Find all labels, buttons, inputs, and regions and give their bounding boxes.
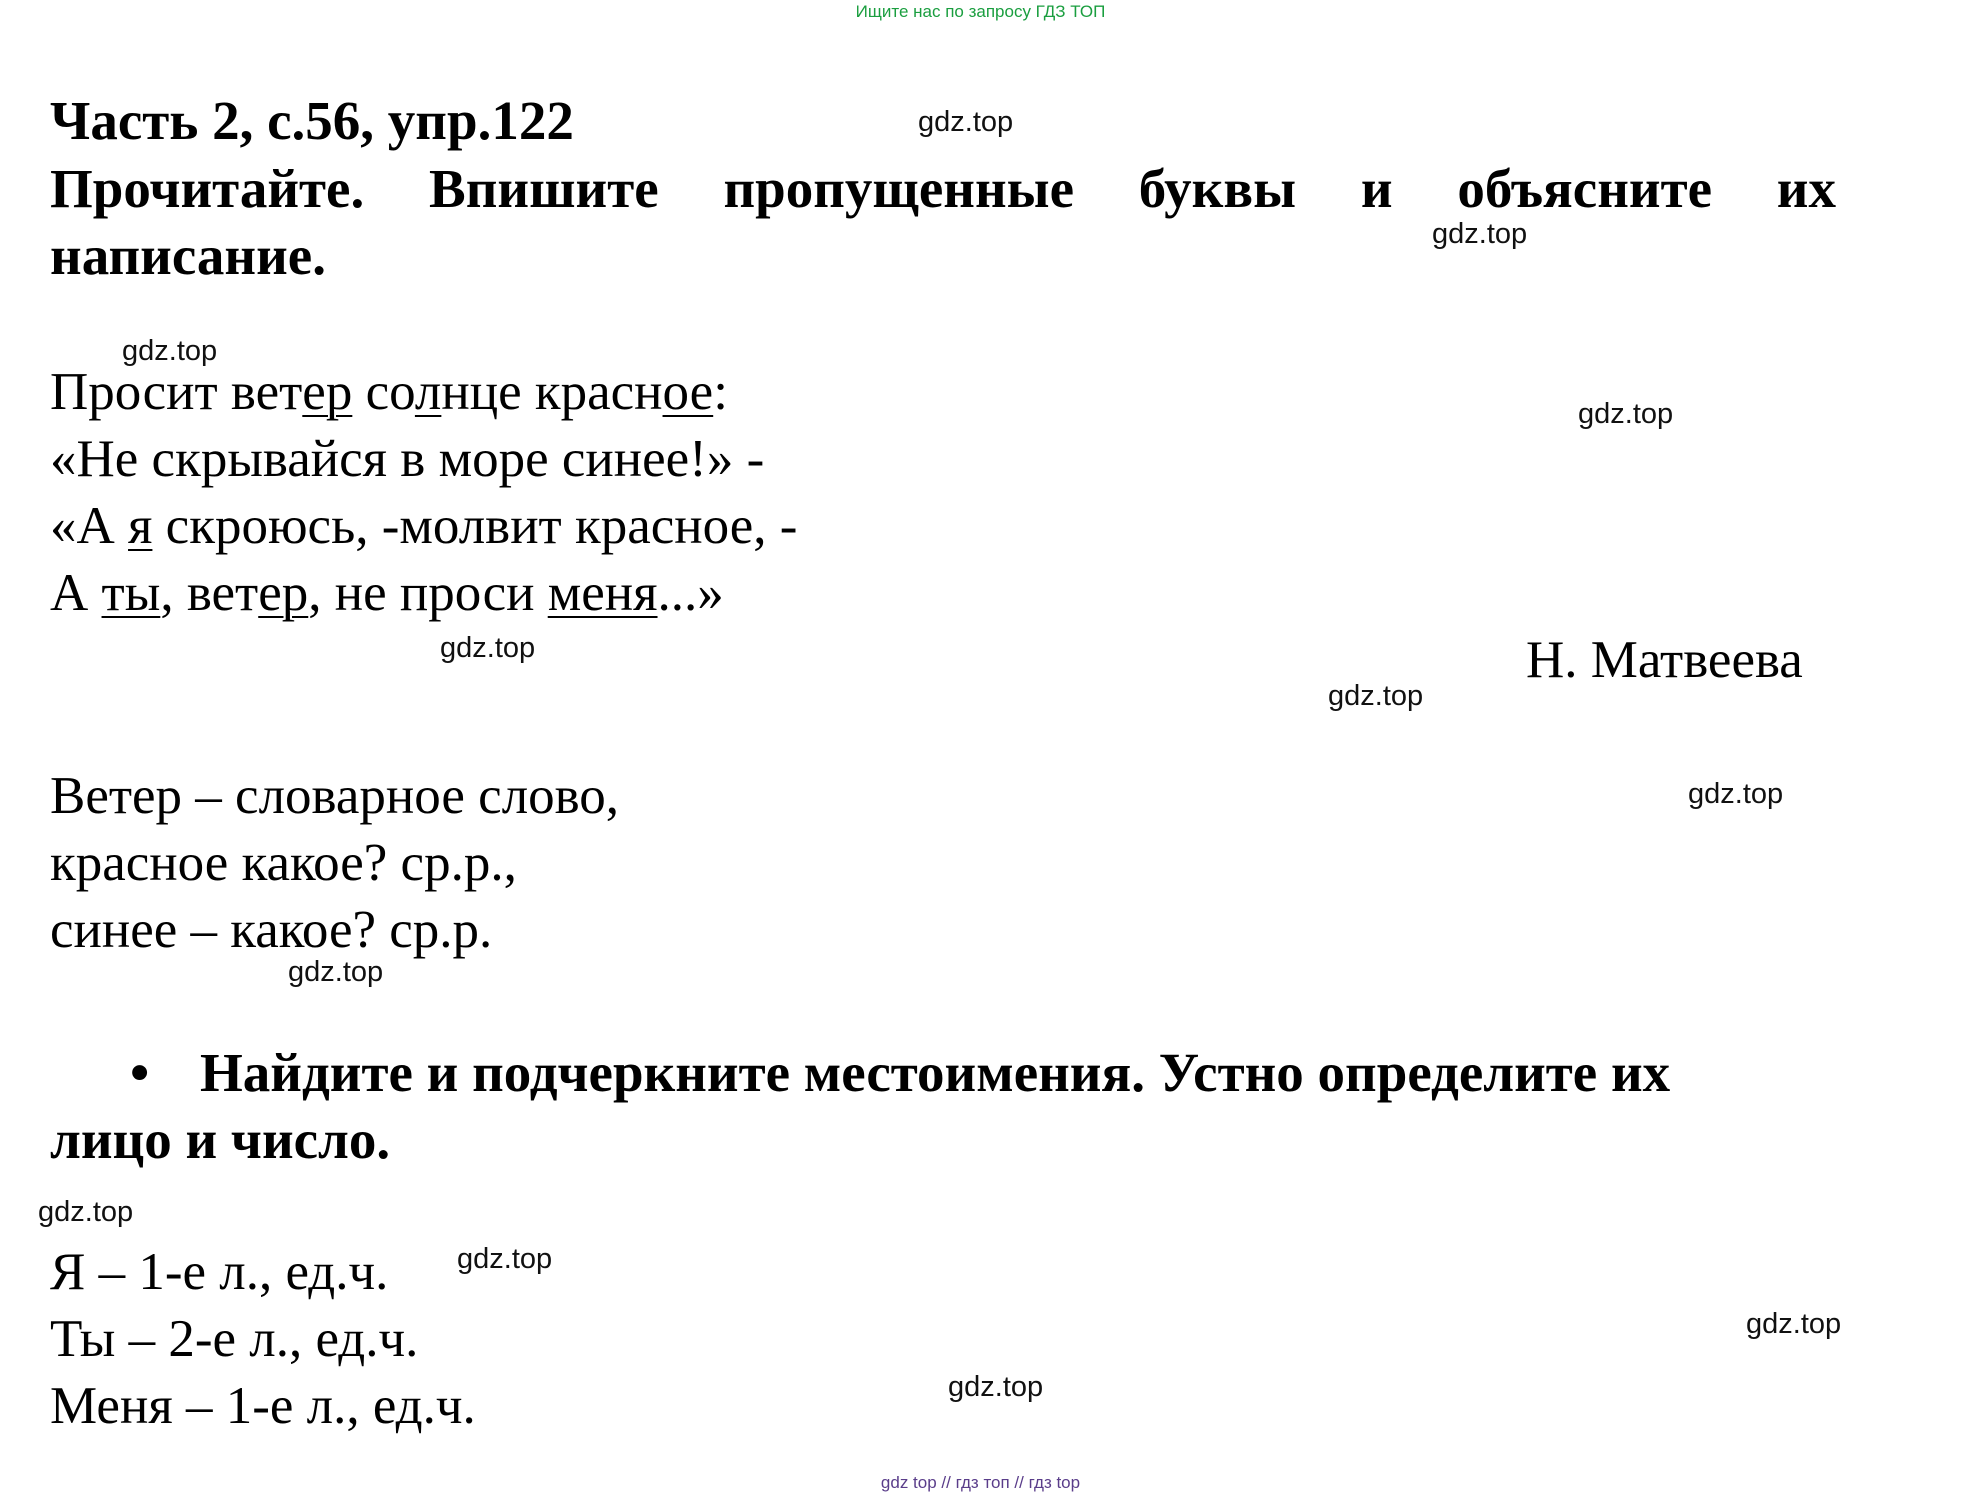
explanation-line-3: синее – какое? ср.р. (50, 901, 493, 959)
task-word: их (1776, 158, 1836, 219)
poem-text: скроюсь, -молвит красное, - (152, 497, 798, 555)
poem-text: Просит вет (50, 363, 303, 421)
task2-text: Найдите и подчеркните местоимения. Устно определите их (200, 1042, 1671, 1103)
watermark: gdz.top (1688, 778, 1784, 810)
task-word: объясните (1457, 158, 1712, 219)
task-word: буквы (1138, 158, 1297, 219)
poem-text: ...» (657, 564, 724, 622)
task-word: и (1360, 158, 1393, 219)
watermark: gdz.top (38, 1196, 134, 1228)
task-word: пропущенные (723, 158, 1074, 219)
task-line-2: написание. (50, 225, 326, 286)
bullet-icon: • (130, 1042, 150, 1103)
search-hint-banner: Ищите нас по запросу ГДЗ ТОП (855, 2, 1106, 21)
poem-text: со (352, 363, 415, 421)
underlined-letters: ер (258, 564, 309, 622)
watermark: gdz.top (1746, 1308, 1842, 1340)
watermark: gdz.top (122, 335, 218, 367)
watermark: gdz.top (1328, 680, 1424, 712)
task2-line-1 (130, 1040, 1670, 1106)
poem-line-3 (50, 494, 797, 558)
poem-text: нце красн (441, 363, 663, 421)
poem-text: «А (50, 497, 129, 555)
explanation-line-2: красное какое? ср.р., (50, 834, 517, 892)
underlined-letters: ое (662, 363, 714, 421)
watermark: gdz.top (948, 1371, 1044, 1403)
underlined-pronoun: я (128, 497, 153, 555)
task-word: Прочитайте. (50, 158, 365, 219)
watermark: gdz.top (440, 632, 536, 664)
task-word: Впишите (429, 158, 659, 219)
watermark: gdz.top (1432, 218, 1528, 250)
watermark: gdz.top (288, 956, 384, 988)
poem-line-2: «Не скрывайся в море синее!» - (50, 430, 765, 488)
watermark: gdz.top (918, 106, 1014, 138)
answer-line-1: Я – 1-е л., ед.ч. (50, 1243, 389, 1301)
underlined-pronoun: ты (101, 564, 161, 622)
poem-author: Н. Матвеева (1526, 631, 1803, 689)
watermark: gdz.top (457, 1243, 553, 1275)
page-title: Часть 2, с.56, упр.122 (50, 90, 574, 151)
task2-line-2: лицо и число. (50, 1109, 391, 1170)
poem-text: : (713, 363, 728, 421)
footer-banner: gdz top // гдз топ // гдз top (880, 1473, 1081, 1492)
poem-line-4 (50, 561, 724, 625)
watermark: gdz.top (1578, 398, 1674, 430)
poem-line-1 (50, 360, 728, 424)
underlined-letters: ер (302, 363, 353, 421)
poem-text: А (50, 564, 102, 622)
answer-line-2: Ты – 2-е л., ед.ч. (50, 1310, 419, 1368)
underlined-letters: л (414, 363, 442, 421)
poem-text: , не проси (308, 564, 548, 622)
explanation-line-1: Ветер – словарное слово, (50, 767, 620, 825)
underlined-pronoun: меня (547, 564, 658, 622)
task-line-1 (50, 156, 1836, 222)
answer-line-3: Меня – 1-е л., ед.ч. (50, 1377, 476, 1435)
poem-text: , вет (160, 564, 259, 622)
